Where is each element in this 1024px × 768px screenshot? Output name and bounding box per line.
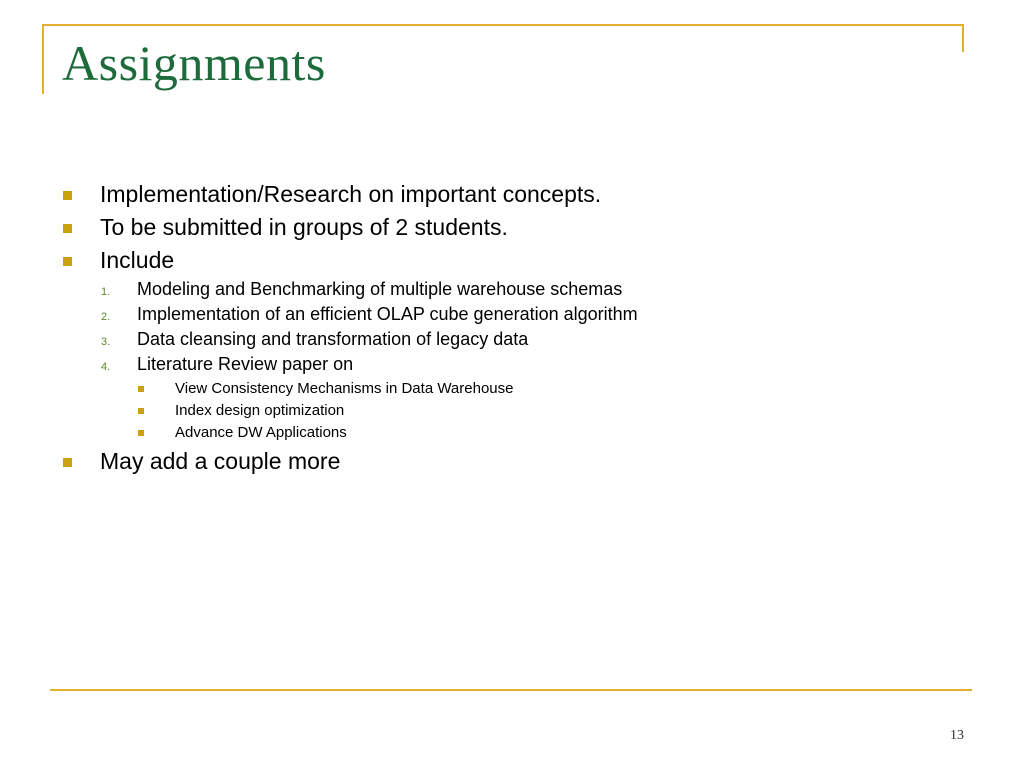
bullet-item: May add a couple more [100, 448, 341, 474]
bullet-marker [63, 191, 72, 200]
bullet-marker [63, 224, 72, 233]
list-number: 4. [101, 361, 111, 373]
list-number: 3. [101, 336, 111, 348]
bullet-item: To be submitted in groups of 2 students. [100, 214, 508, 240]
list-number: 1. [101, 286, 111, 298]
list-number: 2. [101, 311, 111, 323]
bullet-marker [63, 458, 72, 467]
bullet-item: Include [100, 247, 175, 273]
sub-list-item: Index design optimization [175, 402, 345, 419]
list-item: Implementation of an efficient OLAP cube generation algorithm [137, 304, 638, 324]
slide-frame-right [962, 24, 964, 52]
list-item: Modeling and Benchmarking of multiple warehouse schemas [137, 279, 623, 299]
page-number: 13 [950, 728, 964, 743]
bullet-item: Implementation/Research on important concepts. [100, 181, 602, 207]
slide-title: Assignments [62, 35, 326, 91]
slide-frame-top [44, 24, 964, 26]
bullet-marker [63, 257, 72, 266]
sub-bullet-marker [138, 386, 144, 392]
sub-bullet-marker [138, 430, 144, 436]
list-item: Literature Review paper on [137, 354, 354, 374]
sub-list-item: Advance DW Applications [175, 424, 347, 441]
sub-list-item: View Consistency Mechanisms in Data Warehouse [175, 380, 514, 397]
sub-bullet-marker [138, 408, 144, 414]
slide-frame-left [42, 24, 44, 94]
footer-divider [50, 689, 972, 691]
list-item: Data cleansing and transformation of legacy data [137, 329, 529, 349]
